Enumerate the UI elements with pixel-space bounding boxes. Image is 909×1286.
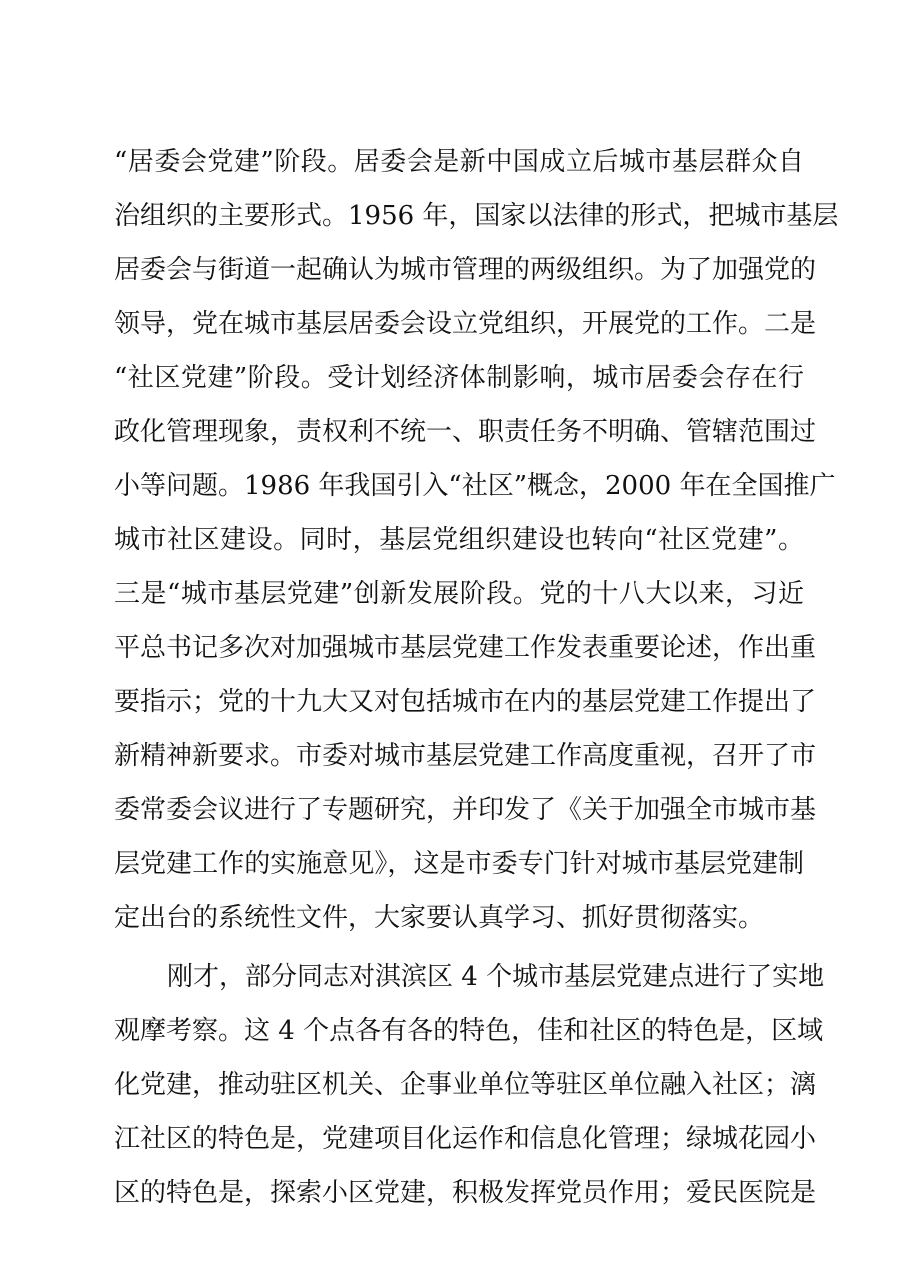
paragraph-2-line-4: 江社区的特色是，党建项目化运作和信息化管理；绿城花园小 xyxy=(114,1124,817,1154)
paragraph-1-line-10: 平总书记多次对加强城市基层党建工作发表重要论述，作出重 xyxy=(114,633,817,663)
paragraph-1-line-1: “居委会党建”阶段。居委会是新中国成立后城市基层群众自 xyxy=(114,147,804,177)
paragraph-1-line-15: 定出台的系统性文件，大家要认真学习、抓好贯彻落实。 xyxy=(114,903,765,933)
paragraph-1-line-2: 治组织的主要形式。1956 年，国家以法律的形式，把城市基层 xyxy=(114,201,839,231)
paragraph-1-line-5: “社区党建”阶段。受计划经济体制影响，城市居委会存在行 xyxy=(114,363,804,393)
paragraph-1-line-13: 委常委会议进行了专题研究，并印发了《关于加强全市城市基 xyxy=(114,795,817,825)
paragraph-1-line-12: 新精神新要求。市委对城市基层党建工作高度重视，召开了市 xyxy=(114,741,817,771)
paragraph-1-line-4: 领导，党在城市基层居委会设立党组织，开展党的工作。二是 xyxy=(114,309,817,339)
paragraph-2-line-1: 刚才，部分同志对淇滨区 4 个城市基层党建点进行了实地 xyxy=(167,962,825,992)
paragraph-1-line-7: 小等问题。1986 年我国引入“社区”概念，2000 年在全国推广 xyxy=(114,471,836,501)
paragraph-1-line-11: 要指示；党的十九大又对包括城市在内的基层党建工作提出了 xyxy=(114,687,817,717)
paragraph-1-line-9: 三是“城市基层党建”创新发展阶段。党的十八大以来，习近 xyxy=(114,579,804,609)
paragraph-1-line-3: 居委会与街道一起确认为城市管理的两级组织。为了加强党的 xyxy=(114,255,817,285)
paragraph-1-line-14: 层党建工作的实施意见》，这是市委专门针对城市基层党建制 xyxy=(114,849,804,879)
paragraph-1-line-8: 城市社区建设。同时，基层党组织建设也转向“社区党建”。 xyxy=(114,525,804,555)
paragraph-2-line-2: 观摩考察。这 4 个点各有各的特色，佳和社区的特色是，区域 xyxy=(114,1016,824,1046)
paragraph-2-line-3: 化党建，推动驻区机关、企事业单位等驻区单位融入社区；漓 xyxy=(114,1070,817,1100)
paragraph-2-line-5: 区的特色是，探索小区党建，积极发挥党员作用；爱民医院是 xyxy=(114,1178,817,1208)
paragraph-1-line-6: 政化管理现象，责权利不统一、职责任务不明确、管辖范围过 xyxy=(114,417,817,447)
